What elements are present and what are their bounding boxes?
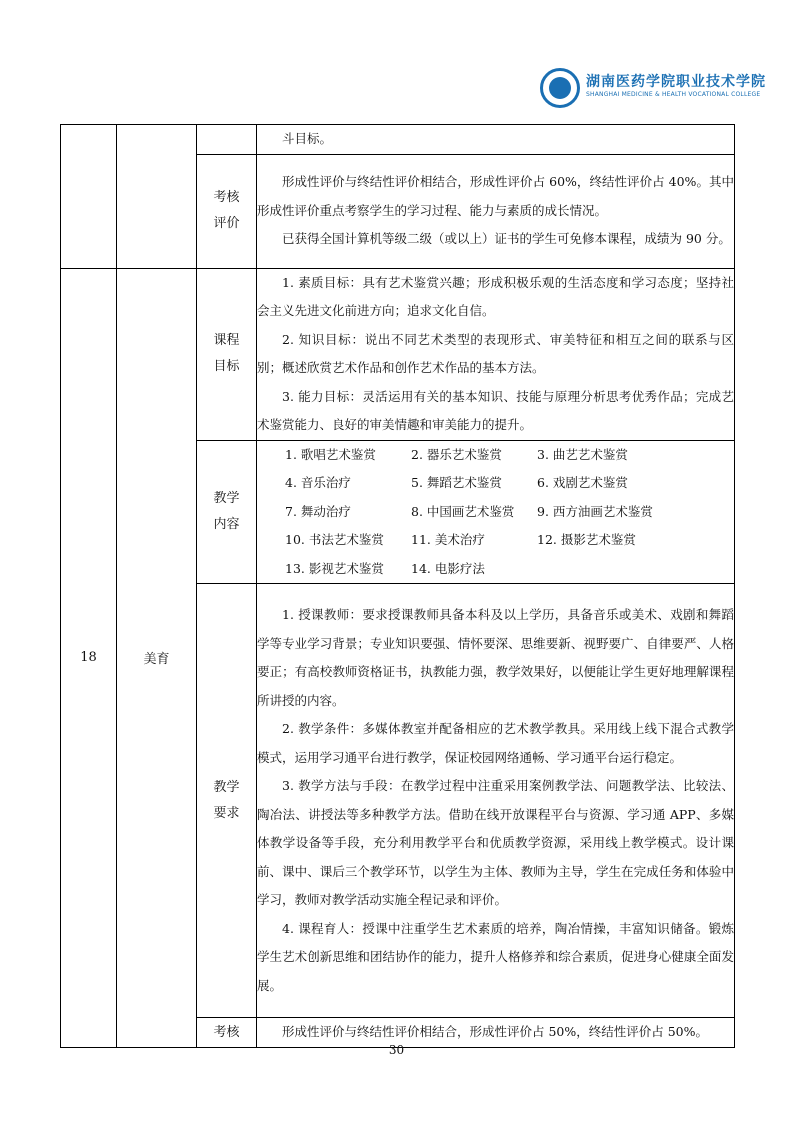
content-item: 10. 书法艺术鉴赏: [285, 532, 384, 547]
content-item: 13. 影视艺术鉴赏: [285, 560, 384, 576]
assess-text: 形成性评价与终结性评价相结合，形成性评价占 50%，终结性评价占 50%。: [282, 1024, 709, 1040]
continuation-text: 斗目标。: [282, 131, 333, 146]
goals-cell: [257, 268, 735, 440]
school-logo: [540, 68, 766, 112]
content-item: 12. 摄影艺术鉴赏: [537, 532, 636, 547]
content-label: 教学 内容: [197, 440, 257, 584]
course-name: 美育: [117, 268, 197, 1048]
content-item: 1. 歌唱艺术鉴赏: [285, 446, 376, 462]
content-list: [257, 441, 734, 584]
requirement-item: 4. 课程育人：授课中注重学生艺术素质的培养，陶冶情操，丰富知识储备。锻炼学生艺术创新思维和团结协作的能力，提升人格修养和综合素质，促进身心健康全面发展。: [257, 920, 734, 993]
table-row: [61, 125, 735, 155]
content-item: 9. 西方油画艺术鉴赏: [537, 503, 653, 519]
school-emblem-icon: [540, 68, 580, 108]
requirements-cell: [257, 584, 735, 1018]
goal-item: 2. 知识目标：说出不同艺术类型的表现形式、审美特征和相互之间的联系与区别；概述欣赏艺术作品和创作艺术作品的基本方法。: [257, 331, 734, 375]
content-item: 11. 美术治疗: [411, 532, 485, 547]
continuation-cell: [257, 125, 735, 155]
page-number: 30: [388, 1043, 405, 1057]
requirements-label: 教学 要求: [197, 584, 257, 1018]
table-row: [61, 268, 735, 440]
requirement-item: 3. 教学方法与手段：在教学过程中注重采用案例教学法、问题教学法、比较法、陶冶法、讲授法等多种教学方法。借助在线开放课程平台与资源、学习通 APP、多媒体教学设备等手段，充分利用教学平台和优质教学资源，采用线上教学模式。设计课前、课中、课后三个教学环节，以学生为主体、教师为主导，学生在完成任务和体验中学习，教师对教学活动实施全程记录和评价。: [257, 778, 734, 907]
assessment-cell: [257, 154, 735, 268]
content-cell: [257, 440, 735, 584]
assessment-paragraph: 已获得全国计算机等级二级（或以上）证书的学生可免修本课程，成绩为 90 分。: [282, 231, 731, 247]
assess-label: 考核: [197, 1018, 257, 1048]
goal-item: 1. 素质目标：具有艺术鉴赏兴趣；形成积极乐观的生活态度和学习态度；坚持社会主义先进文化前进方向；追求文化自信。: [257, 274, 734, 318]
requirement-item: 2. 教学条件：多媒体教室并配备相应的艺术教学教具。采用线上线下混合式教学模式，运用学习通平台进行教学，保证校园网络通畅、学习通平台运行稳定。: [257, 721, 734, 765]
content-item: 8. 中国画艺术鉴赏: [411, 503, 515, 519]
content-item: 2. 器乐艺术鉴赏: [411, 446, 502, 462]
content-item: 6. 戏剧艺术鉴赏: [537, 475, 628, 490]
content-item: 4. 音乐治疗: [285, 475, 351, 490]
goal-item: 3. 能力目标：灵活运用有关的基本知识、技能与原理分析思考优秀作品；完成艺术鉴赏能力、良好的审美情趣和审美能力的提升。: [257, 388, 734, 432]
goals-label: 课程 目标: [197, 268, 257, 440]
course-number: 18: [61, 268, 117, 1048]
school-name-en: SHANGHAI MEDICINE & HEALTH VOCATIONAL COLLEGE: [586, 91, 761, 98]
content-item: 5. 舞蹈艺术鉴赏: [411, 475, 502, 490]
content-item: 3. 曲艺艺术鉴赏: [537, 446, 628, 462]
content-item: 7. 舞动治疗: [285, 503, 351, 519]
content-item: 14. 电影疗法: [411, 560, 485, 576]
course-table: [60, 124, 735, 1048]
school-name: 湖南医药学院职业技术学院: [586, 74, 766, 90]
assessment-label: 考核 评价: [197, 154, 257, 268]
requirement-item: 1. 授课教师：要求授课教师具备本科及以上学历，具备音乐或美术、戏剧和舞蹈学等专业学习背景；专业知识要强、情怀要深、思维要新、视野要广、自律要严、人格要正；有高校教师资格证书，执教能力强，教学效果好，以便能让学生更好地理解课程所讲授的内容。: [257, 607, 734, 708]
assessment-paragraph: 形成性评价与终结性评价相结合，形成性评价占 60%，终结性评价占 40%。其中形成性评价重点考察学生的学习过程、能力与素质的成长情况。: [257, 174, 734, 218]
